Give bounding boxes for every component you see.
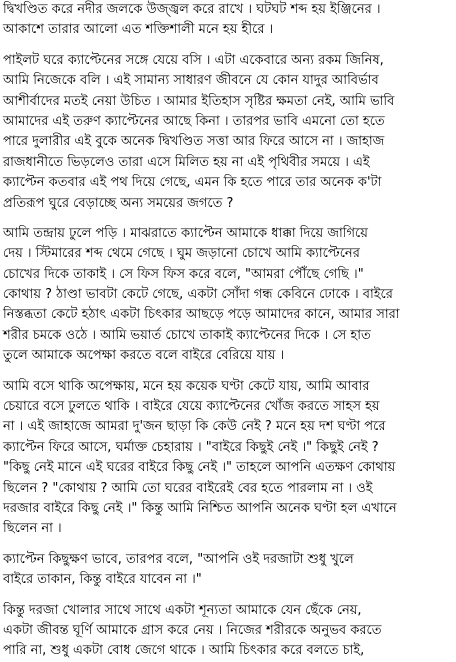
text-line: কিন্তু দরজা খোলার সাথে সাথে একটা শূন্যতা আমাকে যেন ছেঁকে নেয়, [3,602,362,618]
text-line: দ্বিখণ্ডিত করে নদীর জলকে উজ্জ্বল করে রাখে । ঘটঘট শব্দ হয় ইঞ্জিনের । [3,2,381,17]
text-line: একটা জীবন্ত ঘূর্ণি আমাকে গ্রাস করে নেয় । নিজের শরীরকে অনুভব করতে [3,622,382,638]
text-line: "কিছু নেই মানে এই ঘরের বাইরে কিছু নেই ।" তাহলে আপনি এতক্ষণ কোথায় [3,460,396,476]
paragraph [3,550,453,591]
text-line: আশীর্বাদের মতই নেয়া উচিত । আমার ইতিহাস সৃষ্টির ক্ষমতা নেই, আমি ভাবি [3,93,395,109]
text-line: ক্যাপ্টেন ফিরে আসে, ঘর্মাক্ত চেহারায় । "বাইরে কিছুই নেই ।" কিছুই নেই ? [3,439,379,455]
paragraph-gap [3,41,453,51]
text-line: শরীর চমকে ওঠে । আমি ভয়ার্ত চোখে তাকাই ক্যাপ্টেনের দিকে । সে হাত [3,327,371,343]
text-line: ছিলেন ? "কোথায় ? আমি তো ঘরের বাইরেই বের হতে পারলাম না । ওই [3,480,373,496]
text-line: কোথায় ? ঠাণ্ডা ভাবটা কেটে গেছে, একটা সোঁদা গন্ধ কেবিনে ঢোকে । বাইরে [3,287,393,303]
text-line: না । এই জাহাজে আমরা দু'জন ছাড়া কি কেউ নেই ? মনে হয় দশ ঘণ্টা পরে [3,419,386,435]
paragraph [3,377,453,540]
paragraph-gap [3,591,453,601]
text-line: ক্যাপ্টেন কিছুক্ষণ ভাবে, তারপর বলে, "আপনি ওই দরজাটা শুধু খুলে [3,551,354,567]
text-line: পারি না, শুধু একটা বোধ জেগে থাকে । আমি চিৎকার করে বলতে চাই, [3,643,365,659]
paragraph-gap [3,540,453,550]
paragraph-gap [3,367,453,377]
text-line: পাইলট ঘরে ক্যাপ্টেনের সঙ্গে যেয়ে বসি । এটা একেবারে অন্য রকম জিনিষ, [3,52,384,68]
text-line: ছিলেন না । [3,521,62,537]
text-line: বাইরে তাকান, কিন্তু বাইরে যাবেন না ।" [3,572,202,588]
text-line: আমি নিজেকে বলি । এই সামান্য সাধারণ জীবনে যে কোন যাদুর আবির্ভাব [3,73,379,89]
paragraph [3,224,453,367]
text-line: নিস্তব্ধতা কেটে হঠাৎ একটা চিৎকার আছড়ে পড়ে আমাদের কানে, আমার সারা [3,307,400,323]
text-line: ক্যাপ্টেন কতবার এই পথ দিয়ে গেছে, এমন কি হতে পারে তার অনেক ক'টা [3,175,382,191]
text-line: আমাদের এই তরুণ ক্যাপ্টেনের আছে কিনা । তারপর ভাবি এমনো তো হতে [3,113,385,129]
paragraph [3,601,453,662]
text-line: আকাশে তারার আলো এত শক্তিশালী মনে হয় হীরে । [3,22,274,38]
paragraph [3,51,453,214]
text-line: রাজধানীতে ভিড়লেও তারা এসে মিলিত হয় না এই পৃথিবীর সময়ে । এই [3,154,370,170]
paragraph-gap [3,214,453,224]
text-line: পারে দুলারীর এই বুকে অনেক দ্বিখণ্ডিত সত্তা আর ফিরে আসে না । জাহাজ [3,134,385,150]
text-line: চেয়ারে বসে ঢুলতে থাকি । বাইরে যেয়ে ক্যাপ্টেনের খোঁজ করতে সাহস হয় [3,399,380,415]
text-line: আমি তন্দ্রায় ঢুলে পড়ি । মাঝরাতে ক্যাপ্টেন আমাকে ধাক্কা দিয়ে জাগিয়ে [3,225,368,241]
text-line: দেয় । স্টিমারের শব্দ থেমে গেছে । ঘুম জড়ানো চোখে আমি ক্যাপ্টেনের [3,246,360,262]
text-line: চোখের দিকে তাকাই । সে ফিস ফিস করে বলে, "আমরা পৌঁছে গেছি ।" [3,266,364,282]
document-page [3,0,453,659]
text-line: দরজার বাইরে কিছু নেই ।" কিন্তু আমি নিশ্চিত আপনি অনেক ঘণ্টা হল এখানে [3,500,397,516]
text-line: প্রতিরূপ ঘুরে বেড়াচ্ছে অন্য সময়ের জগতে ? [3,195,234,211]
paragraph [3,0,453,41]
text-line: আমি বসে থাকি অপেক্ষায়, মনে হয় কয়েক ঘণ্টা কেটে যায়, আমি আবার [3,378,370,394]
text-line: তুলে আমাকে অপেক্ষা করতে বলে বাইরে বেরিয়ে যায় । [3,348,285,364]
